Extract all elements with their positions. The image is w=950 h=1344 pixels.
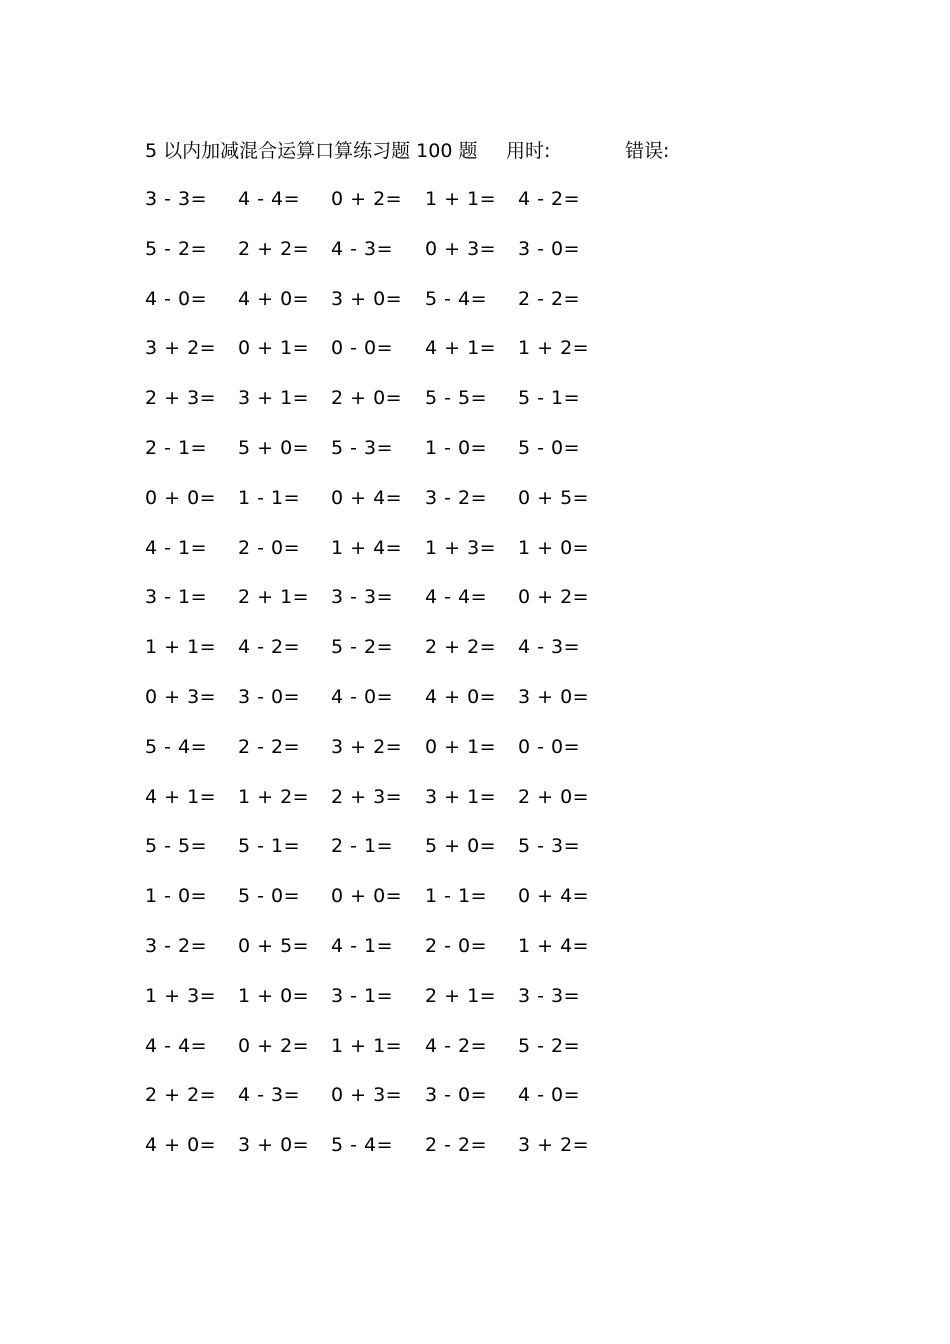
problem-item: 4 - 1= [331, 934, 394, 957]
problem-item: 4 - 2= [518, 188, 581, 210]
problem-item: 4 - 3= [518, 636, 581, 659]
problem-item: 1 - 0= [145, 885, 208, 908]
problem-item: 1 + 0= [518, 536, 590, 559]
problem-item: 3 + 0= [518, 685, 590, 708]
problem-item: 2 + 2= [145, 1084, 217, 1107]
problem-item: 3 - 3= [145, 188, 208, 210]
problem-item: 1 - 1= [425, 885, 488, 908]
problem-row [145, 235, 645, 285]
problem-item: 0 + 5= [238, 934, 310, 957]
problem-item: 1 + 4= [331, 536, 403, 559]
problem-row [145, 434, 645, 484]
problem-item: 2 - 0= [238, 536, 301, 559]
problem-item: 5 - 4= [331, 1134, 394, 1157]
problem-item: 3 + 0= [238, 1134, 310, 1157]
problem-item: 0 + 1= [238, 337, 310, 360]
problem-item: 3 - 0= [425, 1084, 488, 1107]
problem-item: 1 + 1= [331, 1034, 403, 1057]
problem-item: 5 - 3= [331, 436, 394, 459]
problem-item: 3 - 3= [331, 586, 394, 609]
problem-row [145, 334, 645, 384]
problem-item: 0 + 4= [518, 885, 590, 908]
problem-row [145, 285, 645, 335]
problem-item: 0 + 2= [518, 586, 590, 609]
problem-item: 5 - 2= [331, 636, 394, 659]
problem-item: 4 - 4= [145, 1034, 208, 1057]
problem-item: 1 + 2= [518, 337, 590, 360]
problem-item: 1 + 0= [238, 984, 310, 1007]
problem-item: 5 + 0= [238, 436, 310, 459]
problem-item: 2 + 2= [425, 636, 497, 659]
problem-item: 5 - 2= [518, 1034, 581, 1057]
problem-item: 0 + 2= [238, 1034, 310, 1057]
problem-item: 0 + 5= [518, 486, 590, 509]
problem-item: 3 + 1= [425, 785, 497, 808]
problem-item: 3 - 0= [518, 237, 581, 260]
problem-item: 4 - 2= [238, 636, 301, 659]
problem-item: 5 - 5= [145, 835, 208, 858]
problem-item: 3 - 1= [331, 984, 394, 1007]
problem-item: 1 - 1= [238, 486, 301, 509]
problem-item: 4 - 3= [238, 1084, 301, 1107]
problem-item: 0 + 4= [331, 486, 403, 509]
problem-row [145, 882, 645, 932]
problem-grid [145, 185, 645, 1181]
problem-item: 4 + 0= [145, 1134, 217, 1157]
problem-item: 2 + 0= [518, 785, 590, 808]
problem-item: 2 - 2= [518, 287, 581, 310]
problem-item: 5 - 4= [145, 735, 208, 758]
problem-item: 5 - 0= [238, 885, 301, 908]
problem-item: 5 + 0= [425, 835, 497, 858]
problem-item: 2 + 3= [145, 387, 217, 410]
problem-item: 0 + 0= [145, 486, 217, 509]
problem-item: 2 + 1= [238, 586, 310, 609]
problem-row [145, 783, 645, 833]
problem-item: 2 + 0= [331, 387, 403, 410]
problem-item: 4 + 0= [238, 287, 310, 310]
problem-item: 4 - 4= [425, 586, 488, 609]
problem-item: 5 - 1= [518, 387, 581, 410]
problem-item: 4 - 0= [145, 287, 208, 310]
problem-row [145, 185, 645, 235]
problem-row [145, 484, 645, 534]
problem-item: 2 + 1= [425, 984, 497, 1007]
problem-item: 4 + 0= [425, 685, 497, 708]
problem-item: 3 + 2= [331, 735, 403, 758]
problem-item: 5 - 1= [238, 835, 301, 858]
problem-item: 3 - 3= [518, 984, 581, 1007]
problem-item: 1 + 3= [425, 536, 497, 559]
problem-item: 2 + 2= [238, 237, 310, 260]
problem-row [145, 982, 645, 1032]
problem-row [145, 583, 645, 633]
problem-item: 2 - 1= [145, 436, 208, 459]
problem-item: 4 + 1= [425, 337, 497, 360]
problem-item: 5 - 5= [425, 387, 488, 410]
problem-item: 0 + 2= [331, 188, 403, 210]
problem-item: 1 + 3= [145, 984, 217, 1007]
problem-item: 1 - 0= [425, 436, 488, 459]
problem-item: 4 + 1= [145, 785, 217, 808]
worksheet-header [145, 137, 845, 165]
problem-row [145, 932, 645, 982]
problem-item: 2 - 1= [331, 835, 394, 858]
problem-row [145, 1081, 645, 1131]
problem-item: 3 - 1= [145, 586, 208, 609]
problem-row [145, 1032, 645, 1082]
problem-item: 5 - 2= [145, 237, 208, 260]
problem-item: 3 - 2= [145, 934, 208, 957]
problem-item: 0 - 0= [331, 337, 394, 360]
problem-item: 4 - 0= [518, 1084, 581, 1107]
problem-row [145, 683, 645, 733]
problem-item: 0 + 3= [425, 237, 497, 260]
problem-item: 2 - 2= [425, 1134, 488, 1157]
problem-item: 4 - 2= [425, 1034, 488, 1057]
worksheet-title: 5 以内加减混合运算口算练习题 100 题 [145, 140, 478, 162]
problem-item: 0 + 3= [331, 1084, 403, 1107]
problem-item: 5 - 0= [518, 436, 581, 459]
problem-row [145, 832, 645, 882]
problem-item: 3 + 2= [145, 337, 217, 360]
problem-item: 3 - 2= [425, 486, 488, 509]
problem-item: 4 - 4= [238, 188, 301, 210]
problem-item: 0 - 0= [518, 735, 581, 758]
problem-item: 5 - 4= [425, 287, 488, 310]
time-used-label: 用时: [506, 140, 551, 162]
problem-row [145, 733, 645, 783]
problem-item: 4 - 1= [145, 536, 208, 559]
problem-item: 4 - 3= [331, 237, 394, 260]
problem-item: 1 + 2= [238, 785, 310, 808]
problem-item: 2 + 3= [331, 785, 403, 808]
problem-item: 1 + 4= [518, 934, 590, 957]
problem-item: 5 - 3= [518, 835, 581, 858]
problem-item: 0 + 1= [425, 735, 497, 758]
problem-item: 1 + 1= [425, 188, 497, 210]
problem-row [145, 384, 645, 434]
problem-item: 1 + 1= [145, 636, 217, 659]
problem-item: 3 + 0= [331, 287, 403, 310]
problem-item: 4 - 0= [331, 685, 394, 708]
problem-item: 3 + 2= [518, 1134, 590, 1157]
problem-item: 0 + 0= [331, 885, 403, 908]
problem-row [145, 1131, 645, 1181]
problem-item: 3 - 0= [238, 685, 301, 708]
problem-item: 3 + 1= [238, 387, 310, 410]
problem-item: 0 + 3= [145, 685, 217, 708]
errors-label: 错误: [625, 140, 670, 162]
problem-item: 2 - 2= [238, 735, 301, 758]
problem-row [145, 633, 645, 683]
problem-item: 2 - 0= [425, 934, 488, 957]
problem-row [145, 534, 645, 584]
